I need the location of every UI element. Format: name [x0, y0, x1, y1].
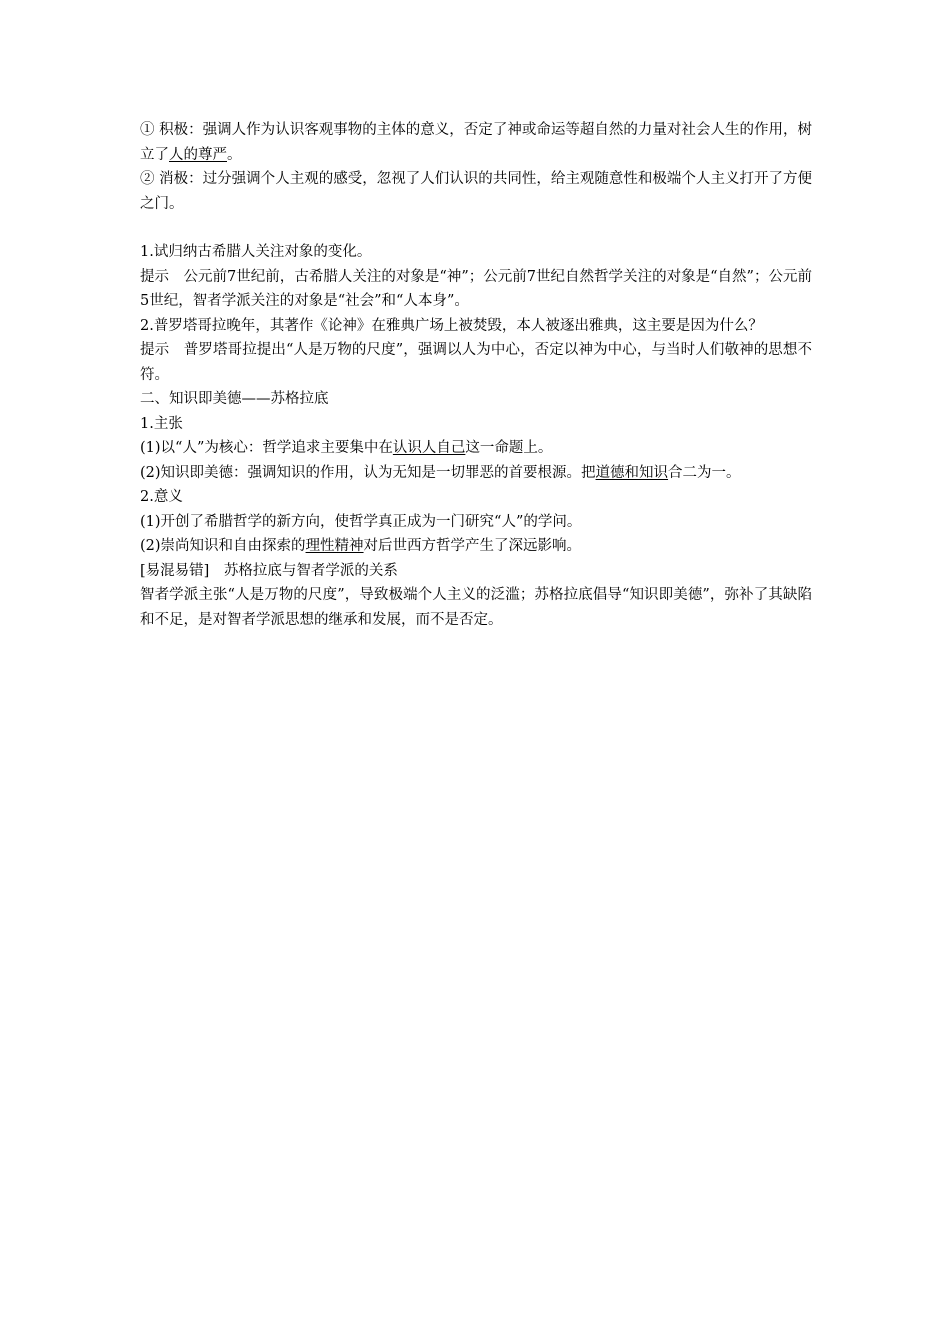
claim-2	[140, 461, 812, 486]
subheading-claims: 1.主张	[140, 415, 183, 432]
positive-text: ① 积极：强调人作为认识客观事物的主体的意义，否定了神或命运等超自然的力量对社会人生的作用，树立了	[140, 122, 812, 163]
claim-1-text-end: 这一命题上。	[465, 440, 553, 456]
question-2: 2.普罗塔哥拉晚年，其著作《论神》在雅典广场上被焚毁，本人被逐出雅典，这主要是因为什么？	[140, 317, 763, 334]
claim-2-text-end: 合二为一。	[668, 464, 741, 481]
claim-1	[140, 436, 812, 461]
paragraph-gap	[140, 216, 812, 240]
underlined-term-morality-knowledge: 道德和知识	[595, 464, 669, 481]
positive-influence-paragraph	[140, 118, 812, 167]
underlined-term-human-dignity: 人的尊严	[169, 146, 227, 163]
answer-2: 提示 普罗塔哥拉提出“人是万物的尺度”，强调以人为中心，否定以神为中心，与当时人们敬神的思想不符。	[140, 342, 812, 383]
significance-2-text: (2)崇尚知识和自由探索的	[140, 538, 306, 554]
positive-text-end: 。	[227, 146, 242, 163]
claim-2-text: (2)知识即美德：强调知识的作用，认为无知是一切罪恶的首要根源。把	[140, 464, 596, 481]
confusion-note-body: 智者学派主张“人是万物的尺度”，导致极端个人主义的泛滥；苏格拉底倡导“知识即美德”，弥补了其缺陷和不足，是对智者学派思想的继承和发展，而不是否定。	[140, 587, 812, 628]
underlined-term-rational-spirit: 理性精神	[305, 538, 364, 554]
document-body	[140, 118, 812, 632]
significance-2-text-end: 对后世西方哲学产生了深远影响。	[363, 538, 582, 554]
subheading-significance: 2.意义	[140, 489, 183, 505]
negative-influence-paragraph: ② 消极：过分强调个人主观的感受，忽视了人们认识的共同性，给主观随意性和极端个人主义打开了方便之门。	[140, 171, 812, 212]
answer-1: 提示 公元前7世纪前，古希腊人关注的对象是“神”；公元前7世纪自然哲学关注的对象是“自然”；公元前5世纪，智者学派关注的对象是“社会”和“人本身”。	[140, 268, 812, 309]
significance-1: (1)开创了希腊哲学的新方向，使哲学真正成为一门研究“人”的学问。	[140, 513, 582, 530]
significance-2	[140, 534, 812, 559]
confusion-note-title: [易混易错] 苏格拉底与智者学派的关系	[140, 562, 398, 579]
section-heading-socrates: 二、知识即美德——苏格拉底	[140, 391, 329, 407]
underlined-term-know-yourself: 认识人自己	[392, 440, 466, 456]
claim-1-text: (1)以“人”为核心：哲学追求主要集中在	[140, 440, 393, 456]
question-1: 1.试归纳古希腊人关注对象的变化。	[140, 244, 372, 260]
